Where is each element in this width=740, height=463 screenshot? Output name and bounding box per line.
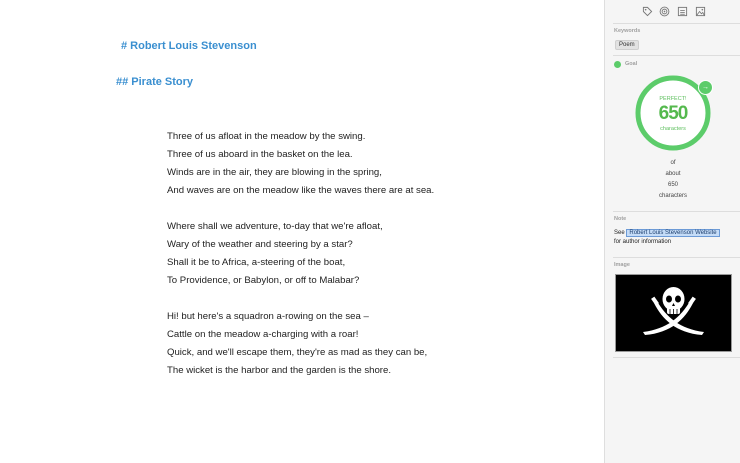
goal-label: Goal — [625, 61, 638, 67]
poem-line: To Providence, or Babylon, or off to Malabar? — [167, 275, 360, 286]
edit-icon: → — [702, 84, 709, 91]
note-suffix: for author information — [614, 239, 672, 245]
stats-icon[interactable] — [677, 6, 688, 17]
poem-line: And waves are on the meadow like the waves there are at sea. — [167, 185, 435, 196]
divider — [613, 55, 740, 56]
poem-line: Hi! but here's a squadron a-rowing on the sea – — [167, 311, 369, 322]
stanza — [167, 310, 434, 382]
poem-line: Three of us aboard in the basket on the lea. — [167, 149, 353, 160]
poem-line: Quick, and we'll escape them, they're as mad as they can be, — [167, 347, 428, 358]
goal-count: 650 — [658, 103, 688, 124]
heading-author: # Robert Louis Stevenson — [121, 40, 257, 52]
target-icon[interactable] — [659, 6, 670, 17]
poem-line: Cattle on the meadow a-charging with a roar! — [167, 329, 359, 340]
goal-detail-target[interactable]: 650 — [667, 182, 678, 188]
poem-body — [167, 130, 434, 400]
poem-line: Winds are in the air, they are blowing in the spring, — [167, 167, 382, 178]
goal-detail-about: about — [665, 171, 681, 177]
poem-line: Shall it be to Africa, a-steering of the boat, — [167, 257, 346, 268]
note-prefix: See — [614, 230, 625, 236]
poem-line: Wary of the weather and steering by a star? — [167, 239, 353, 250]
poem-line: Where shall we adventure, to-day that we're afloat, — [167, 221, 383, 232]
note-text[interactable] — [614, 229, 736, 247]
goal-unit: characters — [660, 126, 686, 132]
stanza — [167, 220, 434, 292]
note-link[interactable]: Robert Louis Stevenson Website — [626, 229, 719, 237]
divider — [613, 23, 740, 24]
keyword-tag[interactable]: Poem — [615, 40, 639, 50]
goal-detail-of: of — [670, 160, 676, 166]
goal-edit-button[interactable] — [698, 80, 713, 95]
divider — [613, 257, 740, 258]
attached-image[interactable] — [615, 274, 732, 352]
divider — [613, 357, 740, 358]
note-label: Note — [614, 216, 627, 222]
goal-status-dot — [614, 61, 621, 68]
goal-status-text: PERFECT! — [659, 96, 687, 102]
poem-line: Three of us afloat in the meadow by the swing. — [167, 131, 366, 142]
tag-icon[interactable] — [642, 6, 653, 17]
goal-detail-unit[interactable]: characters — [658, 193, 687, 199]
inspector-sidebar — [604, 0, 740, 463]
stanza — [167, 130, 434, 202]
heading-title: ## Pirate Story — [116, 76, 194, 88]
poem-line: The wicket is the harbor and the garden is the shore. — [167, 365, 391, 376]
keywords-label: Keywords — [614, 28, 641, 34]
divider — [613, 211, 740, 212]
image-icon[interactable] — [695, 6, 706, 17]
jolly-roger-image — [616, 275, 731, 351]
inspector-toolbar — [605, 0, 740, 22]
image-label: Image — [614, 262, 630, 268]
